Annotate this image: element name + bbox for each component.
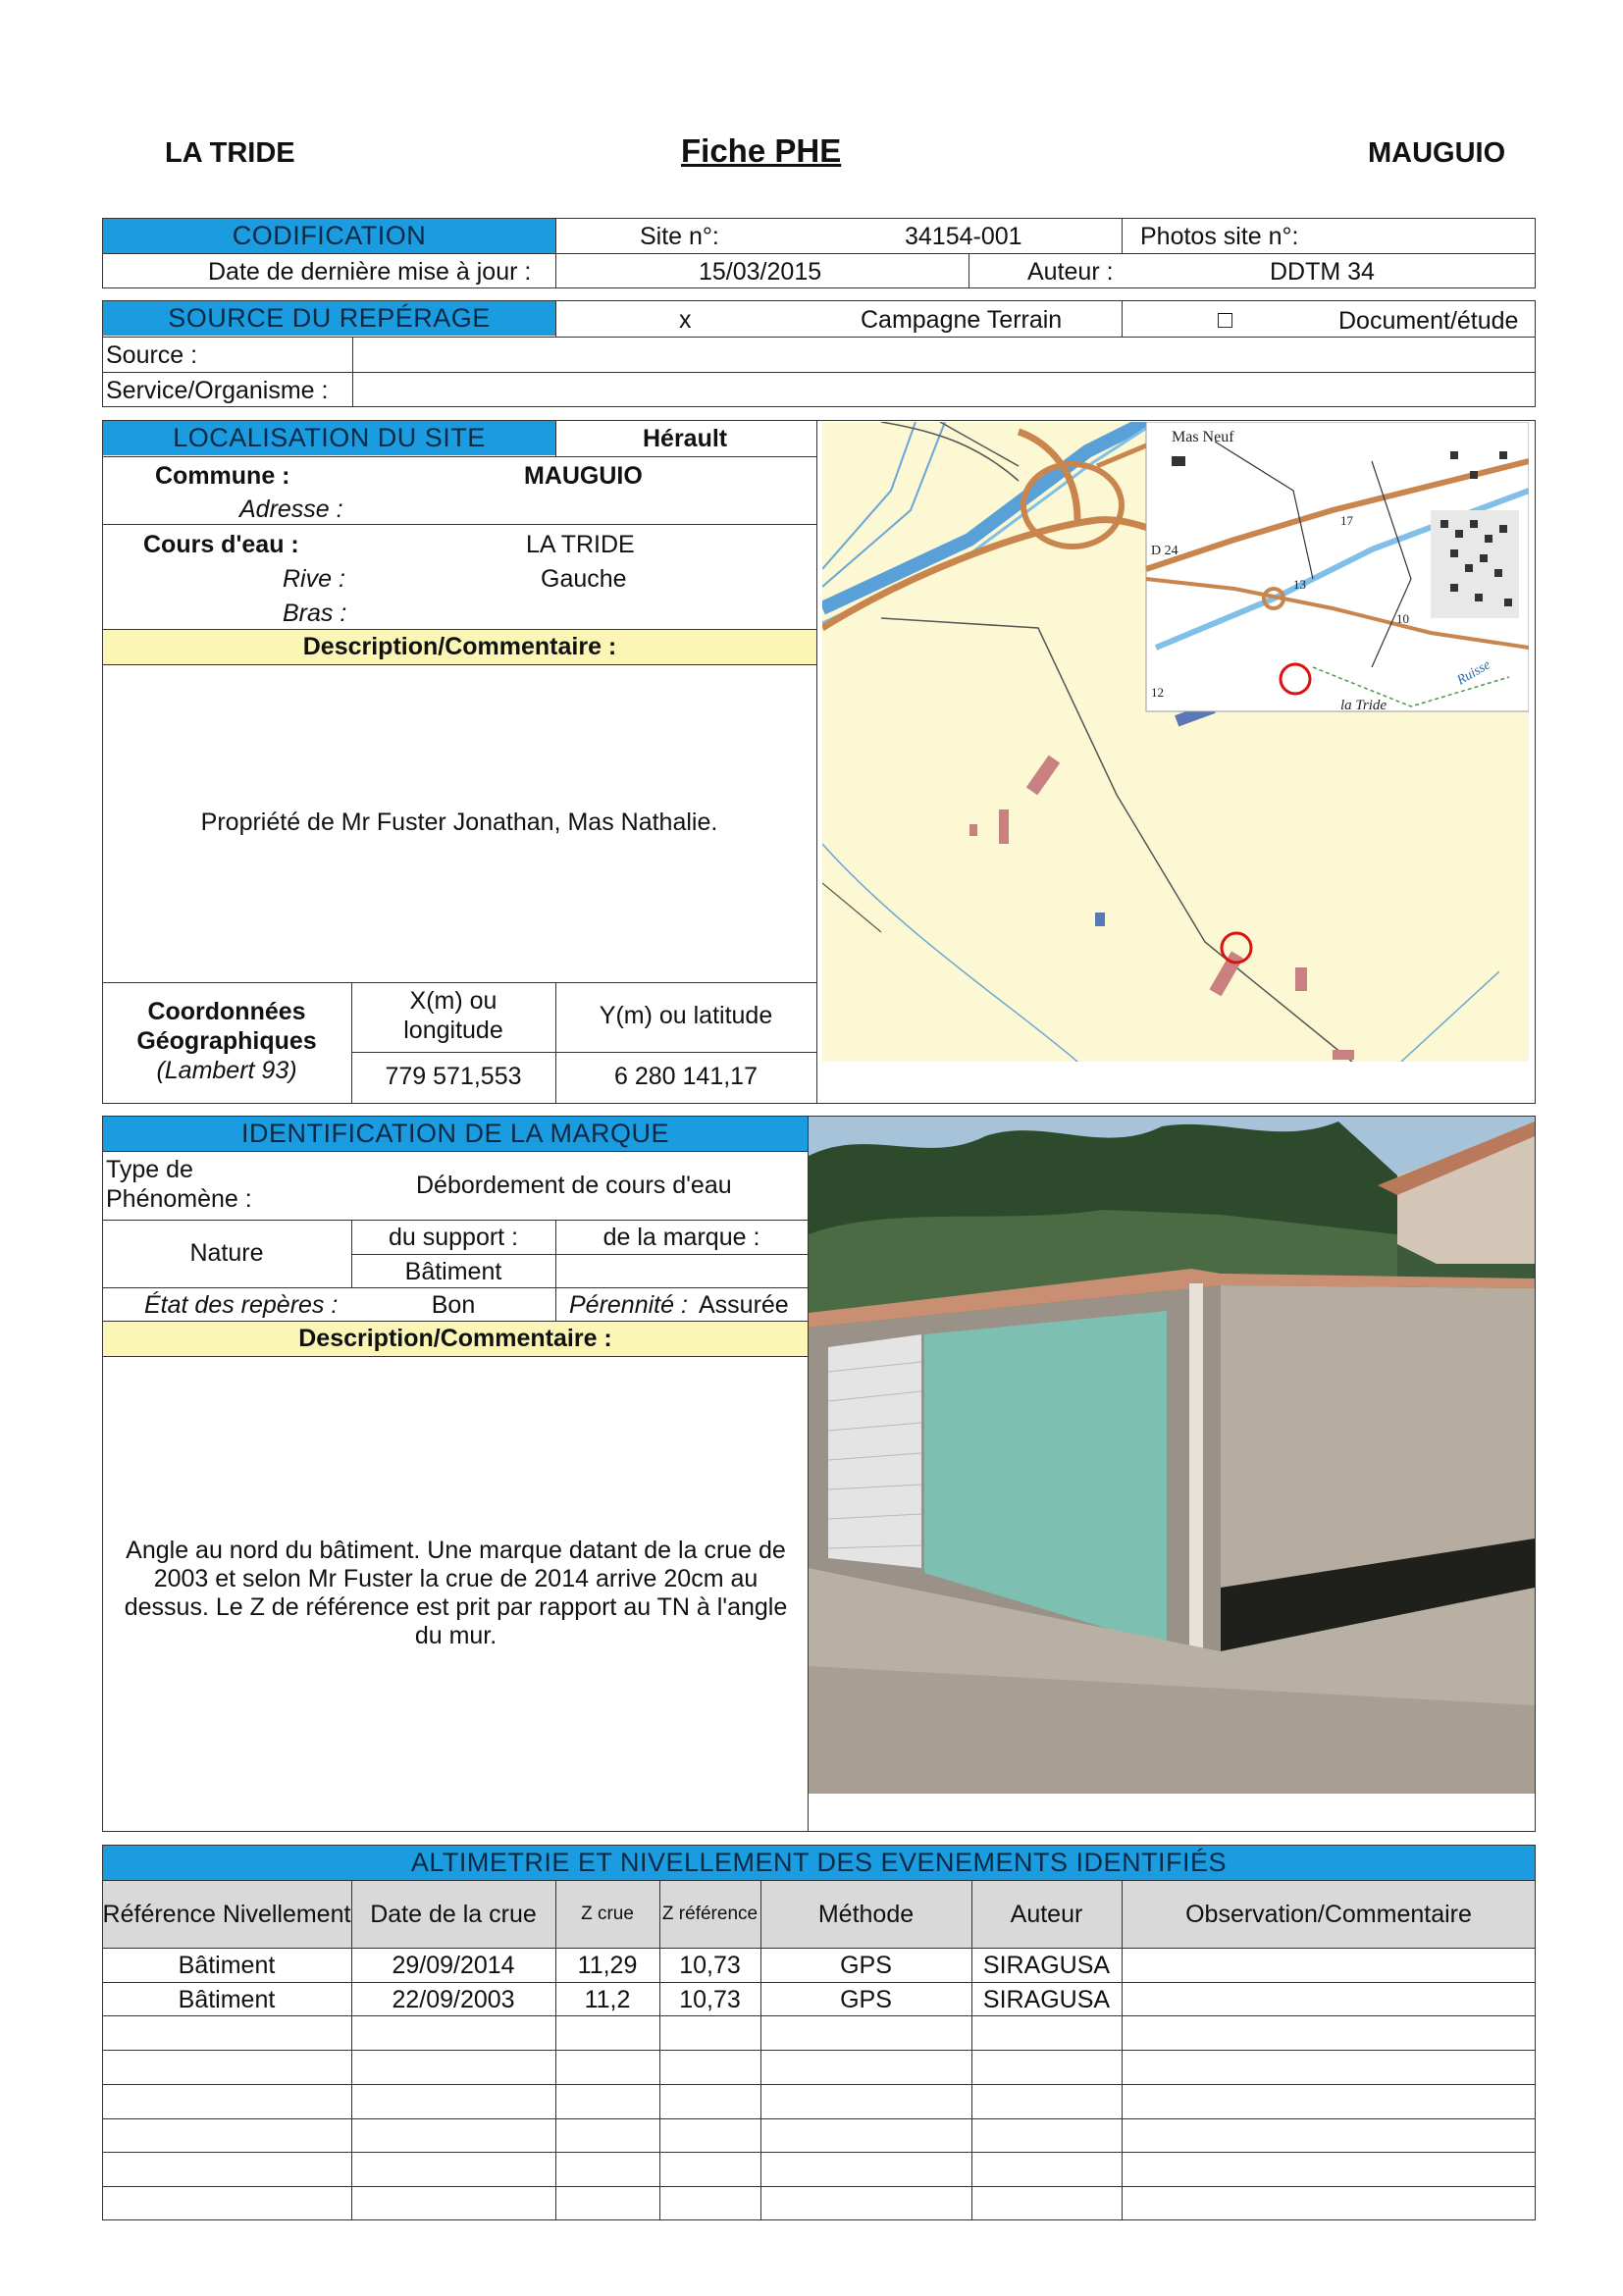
altimetrie-header-cell: Référence Nivellement [102, 1901, 351, 1928]
localisation-description: Propriété de Mr Fuster Jonathan, Mas Nathalie. [200, 809, 718, 836]
localisation-comment-header: Description/Commentaire : [103, 630, 816, 664]
altimetrie-cell [659, 2152, 760, 2186]
altimetrie-cell: Bâtiment [178, 1985, 276, 2013]
map-label-13: 13 [1293, 577, 1306, 592]
y-value: 6 280 141,17 [614, 1063, 758, 1090]
update-date-value: 15/03/2015 [699, 258, 822, 286]
nature-label: Nature [189, 1239, 264, 1267]
support-value: Bâtiment [404, 1258, 502, 1285]
type-phenomene-value: Débordement de cours d'eau [416, 1172, 732, 1199]
header-left: LA TRIDE [165, 137, 295, 169]
identification-description: Angle au nord du bâtiment. Une marque datant de la crue de 2003 et selon Mr Fuster la crue de 2014 arrive 20cm au dessus. Le Z de référence est prit par rapport au TN à l'angle du mur. [124, 1537, 788, 1649]
altimetrie-cell [555, 2015, 659, 2050]
altimetrie-cell: 11,29 [577, 1951, 638, 1979]
departement-value: Hérault [643, 425, 728, 452]
document-label: Document/étude [1338, 307, 1519, 335]
altimetrie-cell [971, 2084, 1122, 2118]
altimetrie-cell [971, 2015, 1122, 2050]
map-label-la-tride: la Tride [1340, 698, 1387, 713]
x-header-line2: longitude [403, 1017, 503, 1044]
altimetrie-cell [102, 2118, 351, 2153]
altimetrie-cell [102, 2084, 351, 2118]
codification-section-title: CODIFICATION [103, 219, 555, 253]
coords-label-line1: Coordonnées [147, 998, 306, 1025]
altimetrie-cell [659, 2118, 760, 2153]
altimetrie-cell: 11,2 [584, 1985, 631, 2013]
support-label: du support : [388, 1224, 519, 1251]
altimetrie-cell [760, 2152, 971, 2186]
type-phenomene-label-line2: Phénomène : [106, 1185, 252, 1213]
author-label: Auteur : [1027, 258, 1114, 286]
altimetrie-cell: 10,73 [679, 1951, 741, 1979]
rive-value: Gauche [541, 565, 627, 593]
etat-reperes-value: Bon [431, 1291, 476, 1319]
localisation-section-title: LOCALISATION DU SITE [103, 421, 555, 455]
altimetrie-cell [1122, 2050, 1536, 2084]
altimetrie-cell [971, 2118, 1122, 2153]
commune-value: MAUGUIO [524, 462, 643, 490]
site-number-value: 34154-001 [905, 223, 1022, 250]
map-label-ruisseau: Ruisse [1454, 657, 1493, 689]
altimetrie-cell [102, 2152, 351, 2186]
altimetrie-cell: SIRAGUSA [982, 1951, 1111, 1979]
altimetrie-cell [351, 2050, 555, 2084]
altimetrie-section-title: ALTIMETRIE ET NIVELLEMENT DES EVENEMENTS IDENTIFIÉS [103, 1846, 1535, 1880]
altimetrie-cell [1122, 2084, 1536, 2118]
altimetrie-cell: Bâtiment [178, 1951, 276, 1979]
altimetrie-cell [659, 2084, 760, 2118]
update-date-label: Date de dernière mise à jour : [208, 258, 532, 286]
altimetrie-header-cell: Date de la crue [370, 1901, 537, 1928]
altimetrie-cell [351, 2152, 555, 2186]
source-section-title: SOURCE DU REPÉRAGE [103, 301, 555, 336]
altimetrie-cell [555, 2186, 659, 2220]
page-title: Fiche PHE [681, 132, 842, 169]
altimetrie-header-cell: Méthode [817, 1901, 915, 1928]
altimetrie-header-cell: Z crue [581, 1903, 634, 1924]
altimetrie-cell [760, 2118, 971, 2153]
location-map [822, 422, 1529, 1062]
altimetrie-cell [1122, 2186, 1536, 2220]
coords-label-line2: Géographiques [136, 1027, 317, 1055]
altimetrie-cell: 10,73 [679, 1985, 741, 2013]
altimetrie-cell [659, 2186, 760, 2220]
x-header-line1: X(m) ou [409, 987, 497, 1015]
altimetrie-cell [971, 2186, 1122, 2220]
cours-eau-label: Cours d'eau : [143, 531, 299, 558]
altimetrie-cell [102, 2015, 351, 2050]
altimetrie-cell [351, 2084, 555, 2118]
altimetrie-header-cell: Auteur [1010, 1901, 1083, 1928]
altimetrie-cell [351, 2118, 555, 2153]
etat-reperes-label: État des repères : [144, 1291, 339, 1319]
altimetrie-cell [102, 2050, 351, 2084]
altimetrie-header-cell: Z référence [661, 1903, 759, 1924]
commune-label: Commune : [155, 462, 290, 490]
altimetrie-cell: 29/09/2014 [392, 1951, 515, 1979]
altimetrie-cell [351, 2015, 555, 2050]
altimetrie-cell [351, 2186, 555, 2220]
altimetrie-cell [555, 2050, 659, 2084]
altimetrie-cell [555, 2118, 659, 2153]
map-label-10: 10 [1396, 611, 1409, 626]
altimetrie-cell [760, 2015, 971, 2050]
site-photo-drawing [809, 1117, 1535, 1794]
x-value: 779 571,553 [385, 1063, 522, 1090]
terrain-label: Campagne Terrain [861, 306, 1063, 334]
coords-label-line3: (Lambert 93) [156, 1057, 297, 1084]
map-label-d24: D 24 [1151, 544, 1178, 558]
cours-eau-value: LA TRIDE [526, 531, 635, 558]
source-label: Source : [106, 341, 198, 369]
adresse-label: Adresse : [239, 496, 343, 523]
document-checkbox[interactable]: □ [1218, 306, 1233, 334]
identification-comment-header: Description/Commentaire : [103, 1322, 808, 1356]
altimetrie-cell [659, 2050, 760, 2084]
altimetrie-cell [1122, 2152, 1536, 2186]
altimetrie-cell [1122, 1948, 1536, 1982]
altimetrie-cell [102, 2186, 351, 2220]
altimetrie-cell: GPS [840, 1951, 892, 1979]
terrain-checkbox[interactable]: x [679, 306, 692, 334]
altimetrie-cell [1122, 2118, 1536, 2153]
altimetrie-cell: GPS [840, 1985, 892, 2013]
altimetrie-cell [555, 2084, 659, 2118]
altimetrie-cell: 22/09/2003 [392, 1985, 515, 2013]
identification-section-title: IDENTIFICATION DE LA MARQUE [103, 1117, 808, 1151]
type-phenomene-label-line1: Type de [106, 1156, 193, 1183]
altimetrie-cell [1122, 1982, 1536, 2016]
altimetrie-cell [971, 2050, 1122, 2084]
header-right: MAUGUIO [1368, 137, 1506, 169]
altimetrie-cell [971, 2152, 1122, 2186]
altimetrie-cell [659, 2015, 760, 2050]
altimetrie-header-cell: Observation/Commentaire [1185, 1901, 1472, 1928]
site-photo [809, 1117, 1535, 1794]
author-value: DDTM 34 [1270, 258, 1375, 286]
marque-label: de la marque : [602, 1224, 760, 1251]
altimetrie-cell [555, 2152, 659, 2186]
map-label-17: 17 [1340, 513, 1353, 528]
altimetrie-cell [760, 2186, 971, 2220]
map-label-mas-neuf: Mas Neuf [1172, 429, 1234, 445]
y-header: Y(m) ou latitude [599, 1002, 773, 1029]
site-number-label: Site n°: [640, 223, 719, 250]
altimetrie-cell: SIRAGUSA [982, 1985, 1111, 2013]
altimetrie-cell [760, 2084, 971, 2118]
altimetrie-cell [1122, 2015, 1536, 2050]
location-map-drawing [822, 422, 1529, 1062]
rive-label: Rive : [283, 565, 345, 593]
bras-label: Bras : [283, 600, 347, 627]
perennite-value: Assurée [699, 1291, 789, 1319]
altimetrie-cell [760, 2050, 971, 2084]
map-label-12: 12 [1151, 685, 1164, 700]
photos-site-label: Photos site n°: [1140, 223, 1299, 250]
service-label: Service/Organisme : [106, 377, 329, 404]
perennite: Pérennité : [569, 1291, 688, 1319]
